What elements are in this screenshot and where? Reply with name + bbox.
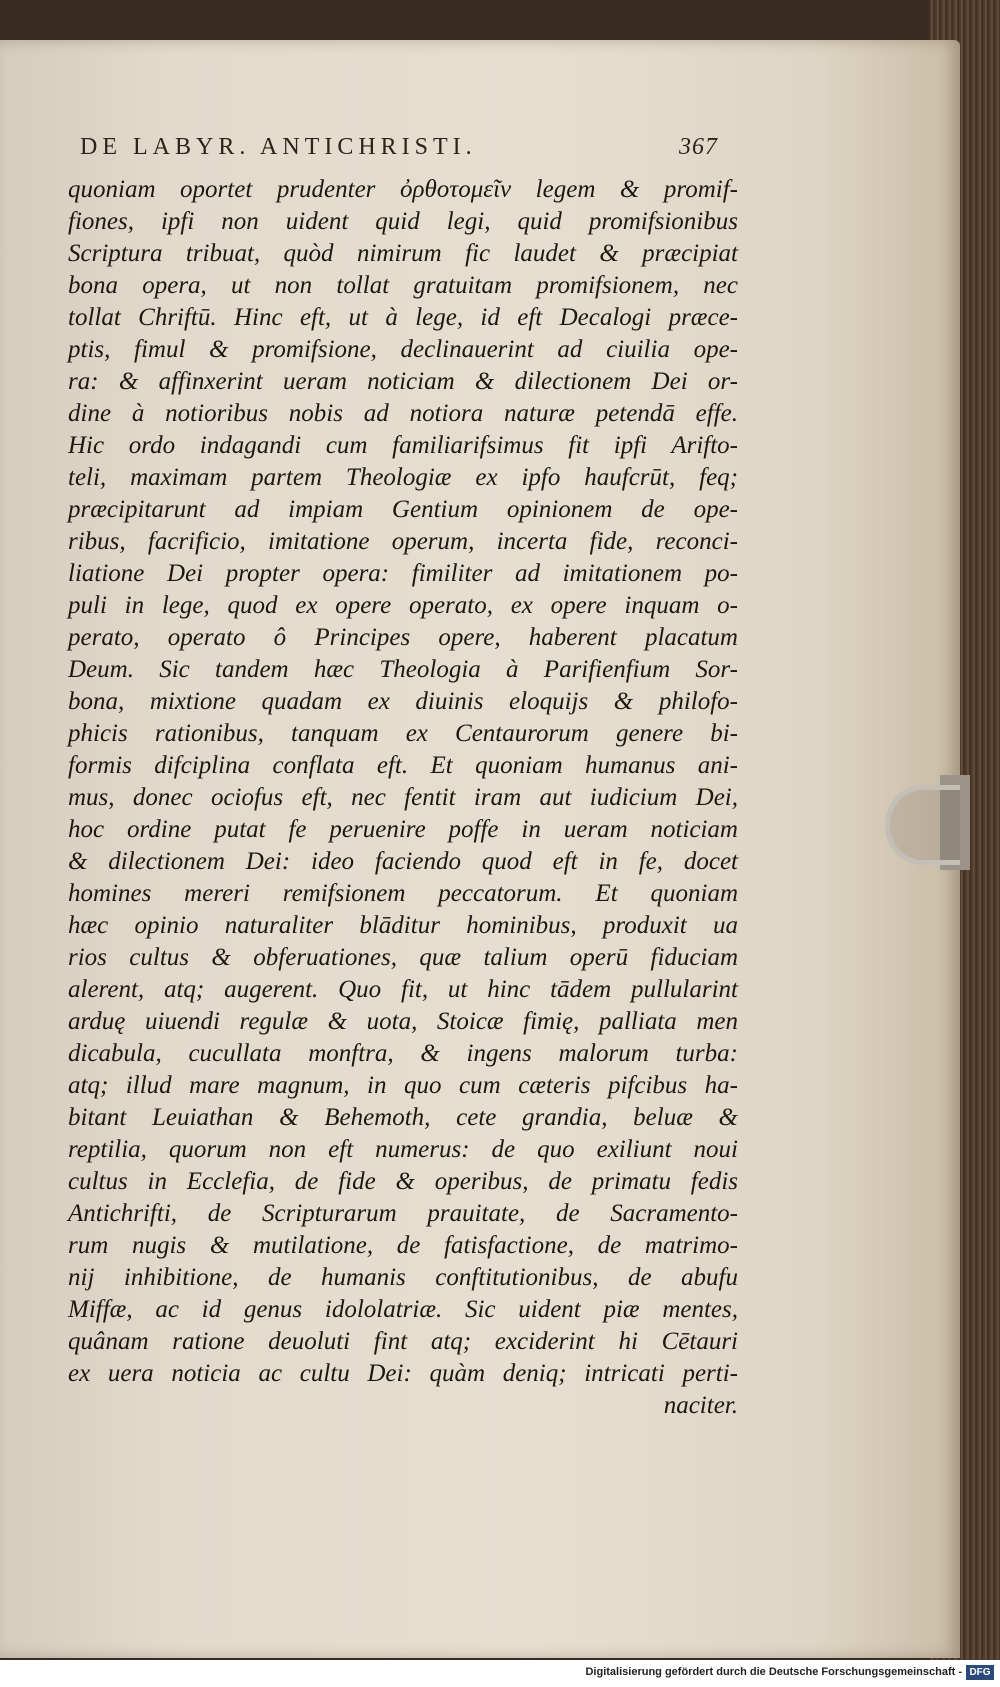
text-line: quoniam oportet prudenter ὀρθοτομεῖν legem & promif- <box>68 176 738 203</box>
text-line: alerent, atq; augerent. Quo fit, ut hinc tādem pullularint <box>68 976 738 1003</box>
text-line: phicis rationibus, tanquam ex Centaurorum genere bi- <box>68 720 738 747</box>
text-line: rios cultus & obferuationes, quæ talium operū fiduciam <box>68 944 738 971</box>
text-line: præcipitarunt ad impiam Gentium opinionem de ope- <box>68 496 738 523</box>
footer-bar <box>0 1660 1000 1687</box>
book-page <box>0 40 960 1658</box>
text-line: nij inhibitione, de humanis conftitutionibus, de abufu <box>68 1264 738 1291</box>
text-line: atq; illud mare magnum, in quo cum cæteris pifcibus ha- <box>68 1072 738 1099</box>
text-line: teli, maximam partem Theologiæ ex ipfo haufcrūt, feq; <box>68 464 738 491</box>
text-line: ex uera noticia ac cultu Dei: quàm deniq; intricati perti- <box>68 1360 738 1387</box>
text-line: ra: & affinxerint ueram noticiam & dilectionem Dei or- <box>68 368 738 395</box>
text-line: liatione Dei propter opera: fimiliter ad imitationem po- <box>68 560 738 587</box>
catchword: naciter. <box>663 1392 738 1419</box>
running-header <box>80 134 718 168</box>
text-line: Hic ordo indagandi cum familiarifsimus fit ipfi Arifto- <box>68 432 738 459</box>
text-line: bona opera, ut non tollat gratuitam promifsionem, nec <box>68 272 738 299</box>
text-line: ribus, facrificio, imitatione operum, incerta fide, reconci- <box>68 528 738 555</box>
text-line: dine à notioribus nobis ad notiora naturæ petendā effe. <box>68 400 738 427</box>
running-head: DE LABYR. ANTICHRISTI. <box>80 134 477 160</box>
text-line: dicabula, cucullata monftra, & ingens malorum turba: <box>68 1040 738 1067</box>
text-line: reptilia, quorum non eft numerus: de quo exiliunt noui <box>68 1136 738 1163</box>
funding-credit: Digitalisierung gefördert durch die Deutsche Forschungsgemeinschaft - <box>585 1666 962 1678</box>
text-line: bona, mixtione quadam ex diuinis eloquijs & philofo- <box>68 688 738 715</box>
text-line: mus, donec ociofus eft, nec fentit iram aut iudicium Dei, <box>68 784 738 811</box>
text-line: cultus in Ecclefia, de fide & operibus, de primatu fedis <box>68 1168 738 1195</box>
text-line: fiones, ipfi non uident quid legi, quid promifsionibus <box>68 208 738 235</box>
clasp-ring <box>885 785 960 865</box>
text-line: Scriptura tribuat, quòd nimirum fic laudet & præcipiat <box>68 240 738 267</box>
dfg-logo-icon: DFG <box>966 1665 994 1680</box>
text-line: hoc ordine putat fe peruenire poffe in ueram noticiam <box>68 816 738 843</box>
text-line: homines mereri remifsionem peccatorum. Et quoniam <box>68 880 738 907</box>
text-line: Miffæ, ac id genus idololatriæ. Sic uident piæ mentes, <box>68 1296 738 1323</box>
text-line: tollat Chriftū. Hinc eft, ut à lege, id eft Decalogi præce- <box>68 304 738 331</box>
text-line: Deum. Sic tandem hæc Theologia à Parifienfium Sor- <box>68 656 738 683</box>
text-line: quânam ratione deuoluti fint atq; exciderint hi Cētauri <box>68 1328 738 1355</box>
text-line: arduę uiuendi regulæ & uota, Stoicæ fimię, palliata men <box>68 1008 738 1035</box>
text-line: ptis, fimul & promifsione, declinauerint ad ciuilia ope- <box>68 336 738 363</box>
text-line: formis difciplina conflata eft. Et quoniam humanus ani- <box>68 752 738 779</box>
body-text <box>68 174 738 1418</box>
text-line: hæc opinio naturaliter blāditur hominibus, produxit ua <box>68 912 738 939</box>
text-line: & dilectionem Dei: ideo faciendo quod eft in fe, docet <box>68 848 738 875</box>
text-line: bitant Leuiathan & Behemoth, cete grandia, beluæ & <box>68 1104 738 1131</box>
text-line: Antichrifti, de Scripturarum prauitate, de Sacramento- <box>68 1200 738 1227</box>
text-line: rum nugis & mutilatione, de fatisfactione, de matrimo- <box>68 1232 738 1259</box>
text-line: perato, operato ô Principes opere, haberent placatum <box>68 624 738 651</box>
page-number: 367 <box>679 134 718 160</box>
text-line: puli in lege, quod ex opere operato, ex opere inquam o- <box>68 592 738 619</box>
